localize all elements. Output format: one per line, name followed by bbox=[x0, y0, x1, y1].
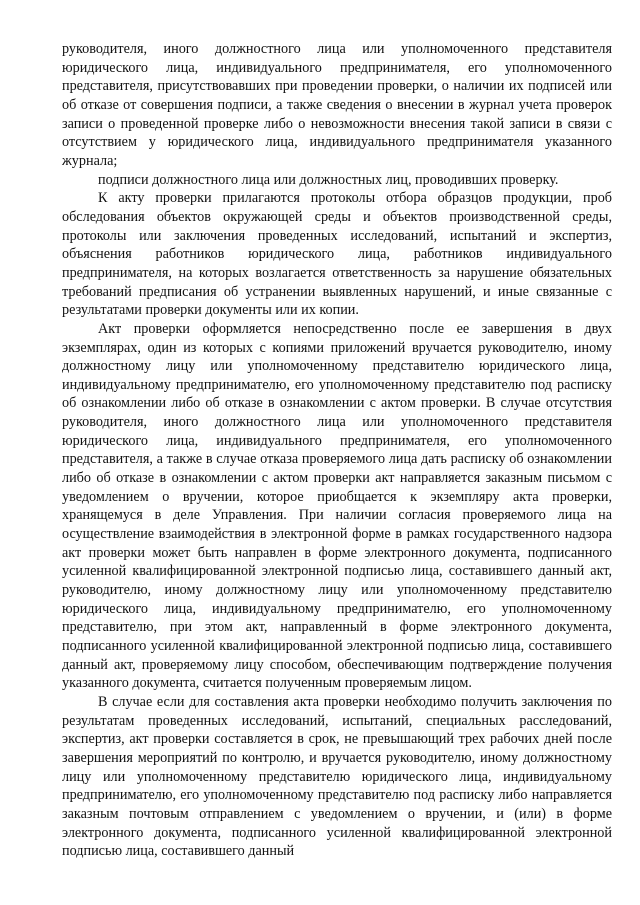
paragraph-signatures-info: руководителя, иного должностного лица или уполномоченного представителя юридического лица, индивидуального предпринимателя, его уполномоченного представителя, присутствовавших при проведении проверки, о наличии их подписей или об отказе от совершения подписи, а также сведения о внесении в журнал учета проверок записи о проведенной проверке либо о невозможности внесения такой записи в связи с отсутствием у юридического лица, индивидуального предпринимателя указанного журнала; bbox=[62, 41, 612, 169]
paragraph-act-attachments: К акту проверки прилагаются протоколы отбора образцов продукции, проб обследования объектов окружающей среды и объектов производственной среды, протоколы или заключения проведенных исследований, испытаний и экспертиз, объяснения работников юридического лица, работников индивидуального предпринимателя, на которых возлагается ответственность за нарушение обязательных требований предписания об устранении выявленных нарушений, и иные связанные с результатами проверки документы или их копии. bbox=[62, 190, 612, 319]
document-page bbox=[62, 40, 612, 861]
paragraph-act-deadline: В случае если для составления акта проверки необходимо получить заключения по результатам проведенных исследований, испытаний, специальных расследований, экспертиз, акт проверки составляется в срок, не превышающий трех рабочих дней после завершения мероприятий по контролю, и вручается руководителю, иному должностному лицу или уполномоченному представителю юридического лица, индивидуальному предпринимателю, его уполномоченному представителю под расписку либо направляется заказным почтовым отправлением с уведомлением о вручении, и (или) в форме электронного документа, подписанного усиленной квалифицированной электронной подписью лица, составившего данный bbox=[62, 693, 612, 860]
paragraph-act-execution: Акт проверки оформляется непосредственно после ее завершения в двух экземплярах, один из которых с копиями приложений вручается руководителю, иному должностному лицу или уполномоченному представителю юридического лица, индивидуальному предпринимателю, его уполномоченному представителю под расписку об ознакомлении либо об отказе в ознакомлении с актом проверки. В случае отсутствия руководителя, иного должностного лица или уполномоченного представителя юридического лица, индивидуального предпринимателя, его уполномоченного представителя, а также в случае отказа проверяемого лица дать расписку об ознакомлении либо об отказе в ознакомлении с актом проверки акт направляется заказным письмом с уведомлением о вручении, которое приобщается к экземпляру акта проверки, хранящемуся в деле Управления. При наличии согласия проверяемого лица на осуществление взаимодействия в электронной форме в рамках государственного надзора акт проверки может быть направлен в форме электронного документа, подписанного усиленной квалифицированной электронной подписью лица, составившего данный акт, руководителю, иному должностному лицу или уполномоченному представителю юридического лица, индивидуальному предпринимателю, его уполномоченному представителю, при этом акт, направленный в форме электронного документа, подписанного усиленной квалифицированной электронной подписью лица, составившего данный акт, проверяемому лицу способом, обеспечивающим подтверждение получения указанного документа, считается полученным проверяемым лицом. bbox=[62, 320, 612, 692]
paragraph-inspector-signatures: подписи должностного лица или должностных лиц, проводивших проверку. bbox=[98, 171, 559, 188]
